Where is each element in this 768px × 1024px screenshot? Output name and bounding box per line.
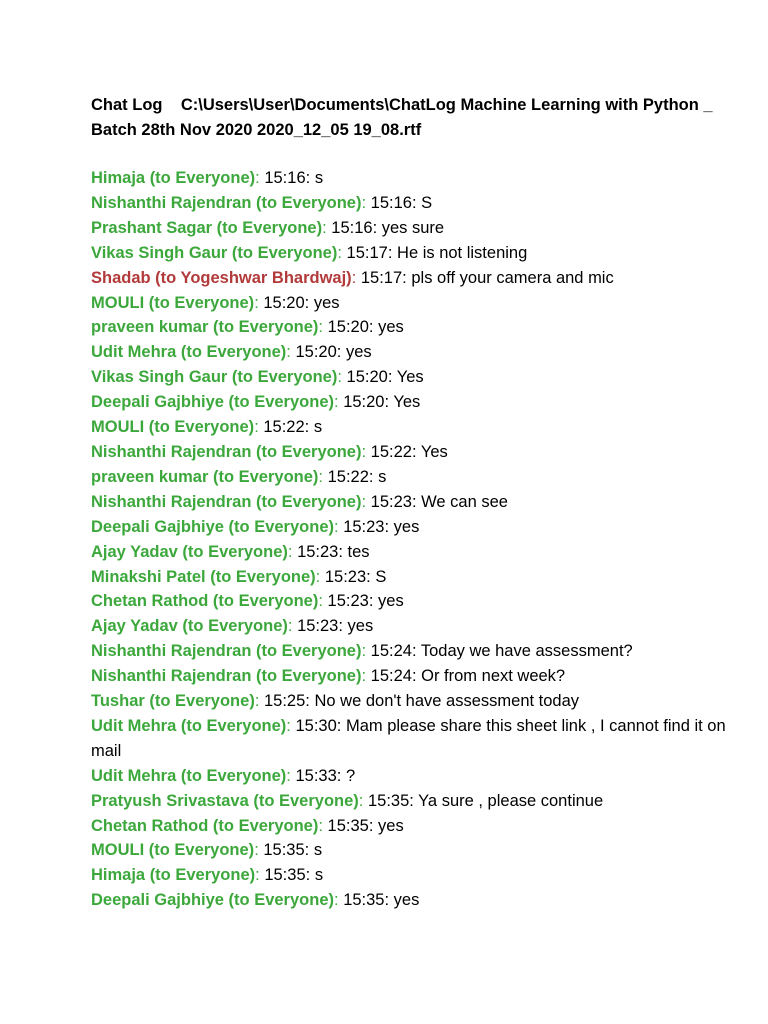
- chat-message: [91, 814, 731, 839]
- message-time: 15:23:: [297, 542, 343, 561]
- message-sender: Ajay Yadav (to Everyone):: [91, 542, 293, 561]
- message-text: s: [314, 169, 324, 187]
- message-sender: Pratyush Srivastava (to Everyone):: [91, 791, 364, 810]
- chat-message: [91, 540, 731, 565]
- message-sender: Deepali Gajbhiye (to Everyone):: [91, 393, 339, 412]
- message-time: 15:30:: [295, 716, 342, 735]
- chat-message: [91, 589, 731, 614]
- message-time: 15:35:: [263, 841, 310, 860]
- message-sender: MOULI (to Everyone):: [91, 418, 259, 437]
- chat-message: [91, 664, 731, 689]
- message-text: tes: [347, 542, 370, 561]
- message-text: Today we have assessment?: [420, 642, 633, 661]
- message-text: Yes: [420, 442, 448, 461]
- chat-message: [91, 789, 731, 814]
- message-sender: Vikas Singh Gaur (to Everyone):: [91, 243, 342, 262]
- message-sender: Udit Mehra (to Everyone):: [91, 343, 291, 362]
- message-text: yes: [378, 816, 404, 835]
- chat-message: [91, 614, 731, 639]
- message-time: 15:22:: [370, 442, 417, 461]
- message-text: Ya sure , please continue: [418, 791, 604, 810]
- message-sender: Nishanthi Rajendran (to Everyone):: [91, 667, 367, 686]
- message-sender: Vikas Singh Gaur (to Everyone):: [91, 368, 342, 387]
- message-time: 15:20:: [263, 293, 310, 312]
- message-text: yes: [393, 891, 420, 910]
- message-time: 15:24:: [370, 642, 417, 661]
- message-sender: Chetan Rathod (to Everyone):: [91, 592, 323, 611]
- chat-message: [91, 863, 731, 888]
- message-time: 15:20:: [346, 368, 393, 387]
- message-time: 15:23:: [327, 592, 374, 611]
- message-time: 15:20:: [295, 343, 342, 362]
- chat-message: [91, 689, 731, 714]
- message-text: ?: [345, 766, 356, 785]
- chat-message: [91, 838, 731, 863]
- message-sender: Udit Mehra (to Everyone):: [91, 716, 291, 735]
- message-sender: Ajay Yadav (to Everyone):: [91, 617, 293, 636]
- message-time: 15:23:: [370, 492, 417, 511]
- message-text: No we don't have assessment today: [314, 692, 580, 711]
- message-sender: Himaja (to Everyone):: [91, 866, 260, 885]
- chat-message-list: [91, 166, 731, 913]
- message-sender: Nishanthi Rajendran (to Everyone):: [91, 193, 367, 212]
- chat-message: [91, 365, 731, 390]
- chat-message: [91, 764, 731, 789]
- message-sender: praveen kumar (to Everyone):: [91, 318, 324, 337]
- message-time: 15:35:: [343, 891, 390, 910]
- chat-message: [91, 266, 731, 291]
- message-time: 15:35:: [367, 791, 414, 810]
- message-text: s: [313, 841, 323, 860]
- message-sender: Deepali Gajbhiye (to Everyone):: [91, 891, 339, 910]
- message-time: 15:24:: [370, 667, 417, 686]
- message-time: 15:25:: [264, 692, 310, 711]
- message-text: S: [421, 193, 433, 212]
- message-text: We can see: [421, 492, 508, 511]
- message-time: 15:16:: [331, 218, 378, 237]
- message-sender: Nishanthi Rajendran (to Everyone):: [91, 642, 367, 661]
- message-sender: praveen kumar (to Everyone):: [91, 467, 324, 486]
- message-sender: Udit Mehra (to Everyone):: [91, 766, 291, 785]
- message-time: 15:33:: [295, 766, 342, 785]
- chat-message: [91, 465, 731, 490]
- chat-message: [91, 415, 731, 440]
- chat-message: [91, 166, 731, 191]
- message-time: 15:35:: [327, 816, 374, 835]
- message-time: 15:23:: [343, 517, 390, 536]
- message-text: Yes: [393, 393, 421, 412]
- message-time: 15:16:: [370, 193, 417, 212]
- message-time: 15:35:: [264, 866, 311, 885]
- message-time: 15:23:: [297, 617, 343, 636]
- chat-message: [91, 191, 731, 216]
- message-text: Or from next week?: [421, 667, 566, 686]
- message-sender: Nishanthi Rajendran (to Everyone):: [91, 442, 367, 461]
- message-sender: MOULI (to Everyone):: [91, 293, 259, 312]
- message-text: Mam please share this sheet link , I cannot find it on mail: [91, 716, 726, 760]
- message-text: yes: [393, 517, 420, 536]
- message-sender: Prashant Sagar (to Everyone):: [91, 218, 327, 237]
- message-time: 15:22:: [263, 418, 310, 437]
- message-time: 15:20:: [327, 318, 374, 337]
- chat-message: [91, 340, 731, 365]
- message-text: yes: [347, 617, 374, 636]
- chat-message: [91, 291, 731, 316]
- message-text: s: [314, 866, 324, 885]
- message-text: yes sure: [381, 218, 445, 237]
- message-text: yes: [313, 293, 340, 312]
- message-time: 15:17:: [346, 243, 393, 262]
- message-sender: Minakshi Patel (to Everyone):: [91, 567, 321, 586]
- message-text: yes: [378, 318, 404, 337]
- chat-message: [91, 490, 731, 515]
- message-text: pls off your camera and mic: [411, 268, 614, 287]
- chat-message: [91, 515, 731, 540]
- message-text: s: [313, 418, 323, 437]
- message-time: 15:16:: [264, 169, 311, 187]
- message-text: yes: [345, 343, 372, 362]
- chat-message: [91, 440, 731, 465]
- message-sender: Himaja (to Everyone):: [91, 169, 260, 187]
- message-time: 15:23:: [324, 567, 371, 586]
- message-text: s: [378, 467, 387, 486]
- chat-message: [91, 216, 731, 241]
- chat-message: [91, 888, 731, 913]
- message-time: 15:20:: [343, 393, 390, 412]
- message-sender: Nishanthi Rajendran (to Everyone):: [91, 492, 367, 511]
- message-text: S: [375, 567, 387, 586]
- chat-message: [91, 390, 731, 415]
- message-text: Yes: [396, 368, 424, 387]
- message-text: yes: [378, 592, 404, 611]
- message-sender: Chetan Rathod (to Everyone):: [91, 816, 323, 835]
- chat-message: [91, 639, 731, 664]
- chat-message: [91, 315, 731, 340]
- message-sender: MOULI (to Everyone):: [91, 841, 259, 860]
- message-sender: Shadab (to Yogeshwar Bhardwaj):: [91, 268, 357, 287]
- chat-message: [91, 241, 731, 266]
- message-text: He is not listening: [397, 243, 528, 262]
- message-sender: Deepali Gajbhiye (to Everyone):: [91, 517, 339, 536]
- message-time: 15:17:: [360, 268, 407, 287]
- chat-message: [91, 714, 731, 764]
- chat-log-document: [91, 93, 731, 913]
- chat-message: [91, 565, 731, 590]
- document-title: Chat Log C:\Users\User\Documents\ChatLog Machine Learning with Python _ Batch 28th Nov 2020 2020_12_05 19_08.rtf: [91, 96, 718, 139]
- message-time: 15:22:: [327, 467, 374, 486]
- message-sender: Tushar (to Everyone):: [91, 692, 260, 711]
